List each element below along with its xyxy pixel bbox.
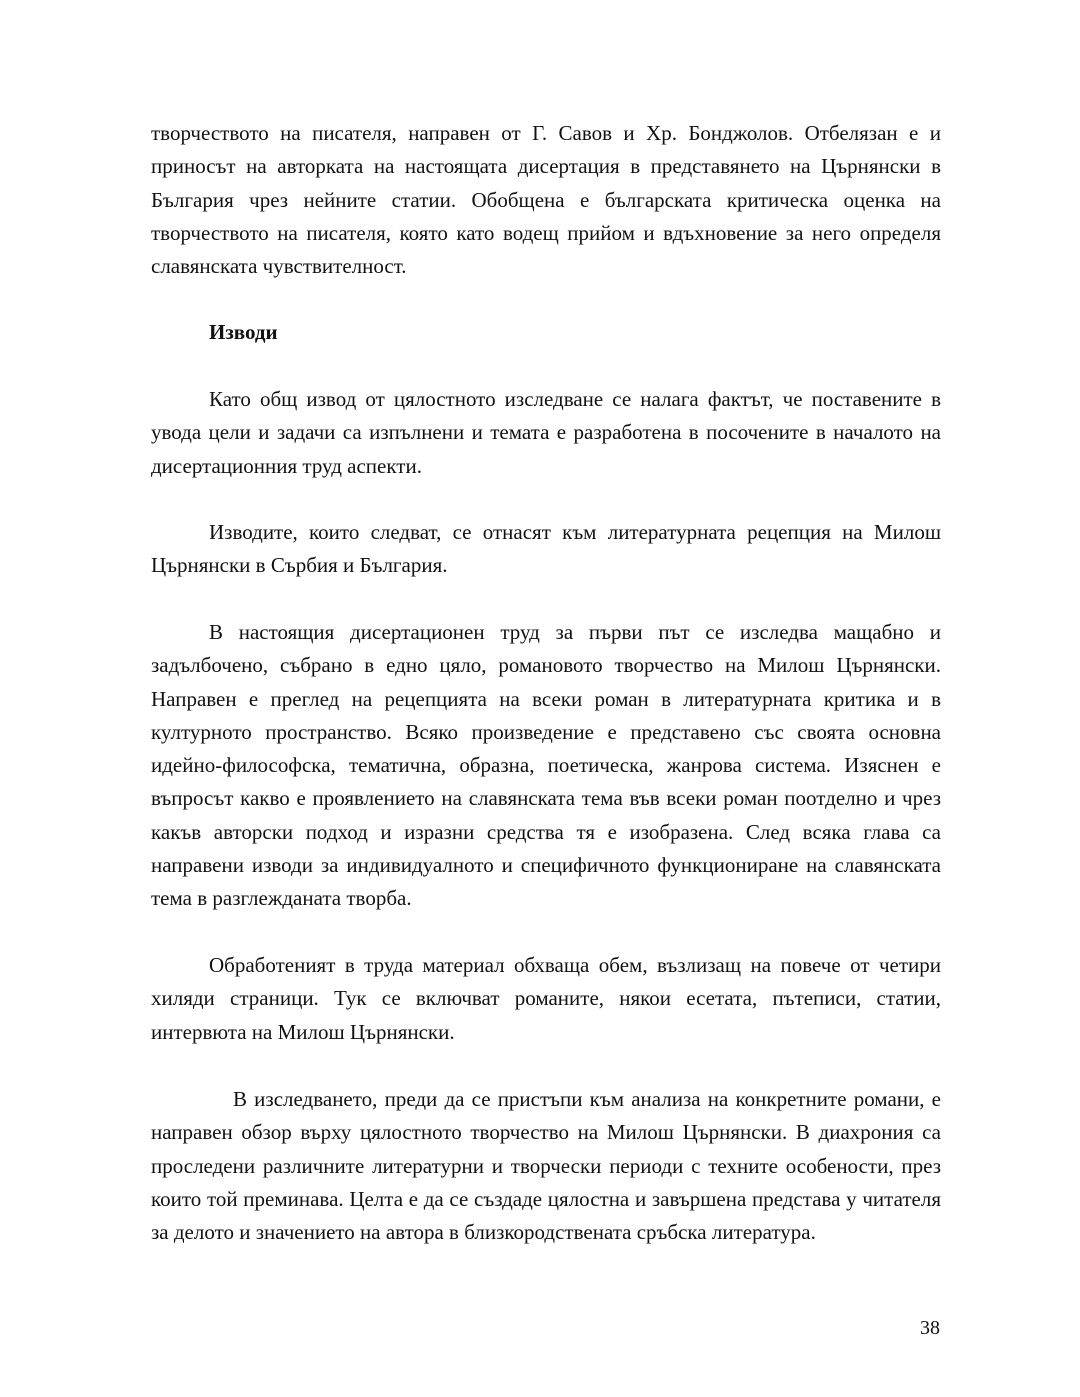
paragraph-general-conclusion: Като общ извод от цялостното изследване се налага фактът, че поставените в увода цели и задачи са изпълнени и темата е разработена в посочените в началото на дисертационния труд аспекти. [151,387,941,478]
paragraph-continuation: творчеството на писателя, направен от Г. Савов и Хр. Бонджолов. Отбелязан е и приносът на авторката на настоящата дисертация в представянето на Църнянски в България чрез нейните статии. Обобщена е българската критическа оценка на творчеството на писателя, която като водещ прийом и вдъхновение за него определя славянската чувствителност. [151,121,941,279]
paragraph-dissertation-scope: В настоящия дисертационен труд за първи път се изследва мащабно и задълбочено, събрано в едно цяло, романовото творчество на Милош Църнянски. Направен е преглед на рецепцията на всеки роман в литературната критика и в културното пространство. Всяко произведение е представено със своята основна идейно-философска, тематична, образна, поетическа, жанрова система. Изяснен е въпросът какво е проявлението на славянската тема във всеки роман поотделно и чрез какъв авторски подход и изразни средства тя е изобразена. След всяка глава са направени изводи за индивидуалното и специфичното функциониране на славянската тема в разглежданата творба. [151,620,941,911]
section-heading: Изводи [209,320,278,344]
paragraph-material-volume: Обработеният в труда материал обхваща обем, възлизащ на повече от четири хиляди страници. Тук се включват романите, някои есетата, пътеписи, статии, интервюта на Милош Църнянски. [151,953,941,1044]
paragraph-conclusions-intro: Изводите, които следват, се отнасят към литературната рецепция на Милош Църнянски в Сърбия и България. [151,520,941,578]
paragraph-research-overview: В изследването, преди да се пристъпи към анализа на конкретните романи, е направен обзор върху цялостното творчество на Милош Църнянски. В диахрония са проследени различните литературни и творчески периоди с техните особености, през които той преминава. Целта е да се създаде цялостна и завършена представа у читателя за делото и значението на автора в близкородствената сръбска литература. [151,1087,941,1245]
page-number: 38 [920,1317,940,1339]
